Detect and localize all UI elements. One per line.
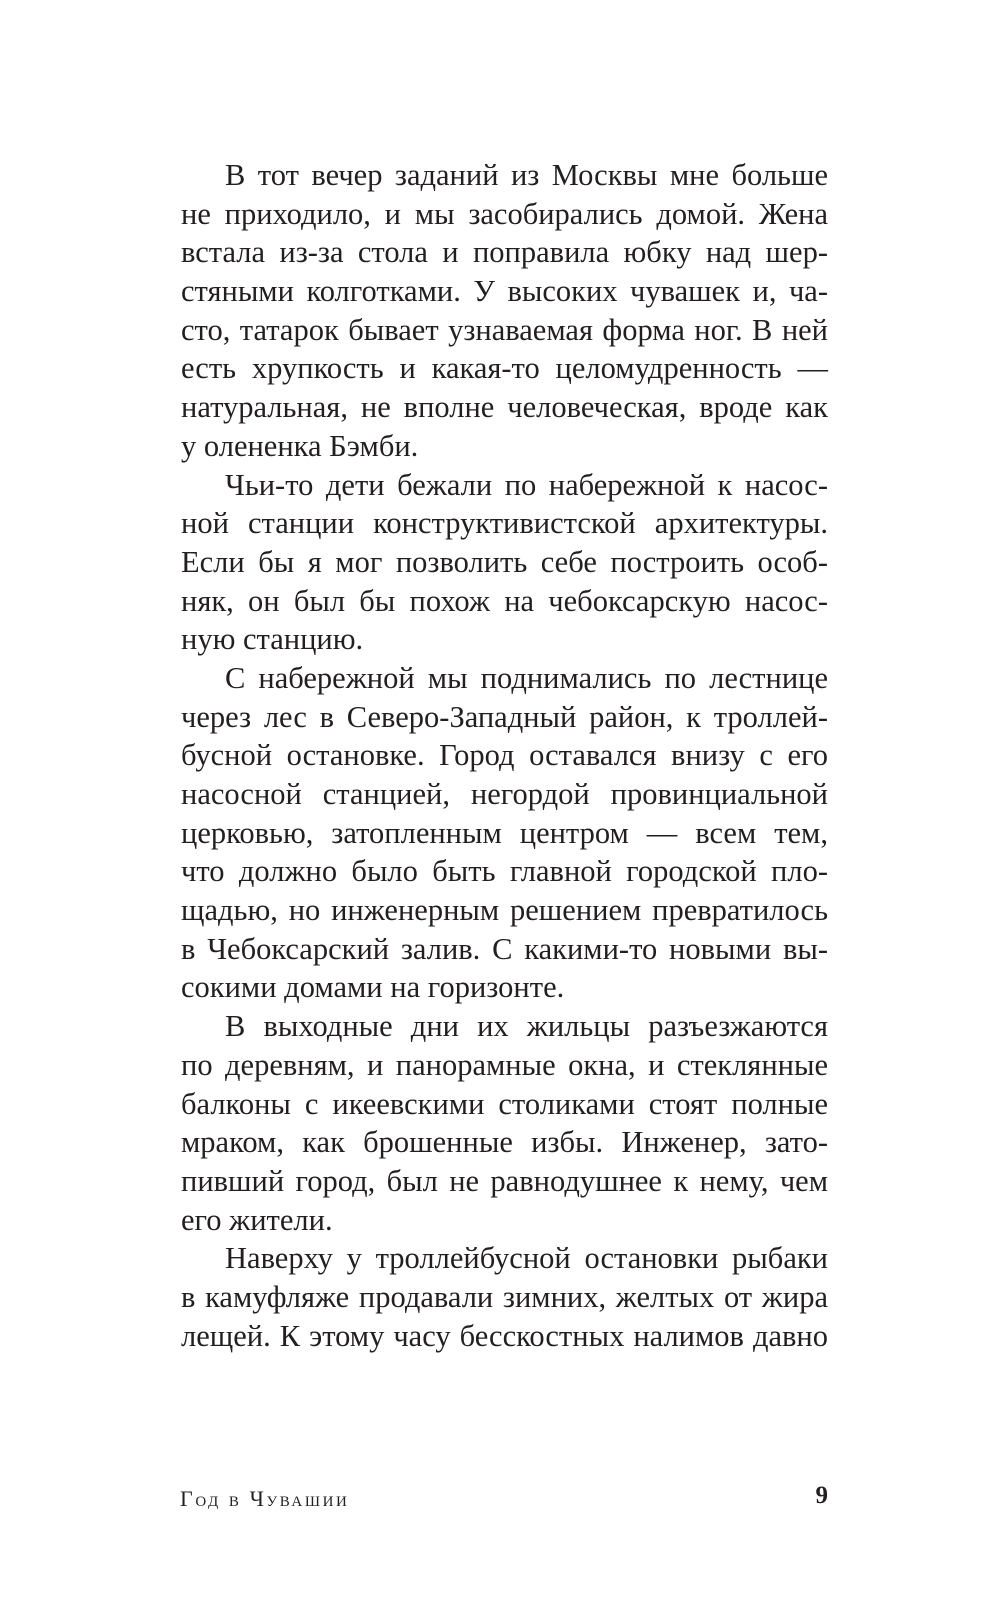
text-line: С набережной мы поднимались по лестнице — [225, 660, 828, 695]
text-line: пивший город, был не равнодушнее к нему, чем — [181, 1163, 828, 1198]
text-line: щадью, но инженерным решением превратилось — [181, 893, 828, 928]
text-line: Чьи-то дети бежали по набережной к насос- — [225, 467, 828, 502]
text-line: няк, он был бы похож на чебоксарскую насос- — [181, 583, 828, 618]
text-line: Наверху у троллейбусной остановки рыбаки — [225, 1241, 828, 1276]
paragraph-1 — [181, 156, 828, 466]
text-line: лещей. К этому часу бесскостных налимов давно — [181, 1318, 828, 1353]
text-line: встала из-за стола и поправила юбку над шер- — [181, 235, 828, 270]
text-line: сто, татарок бывает узнаваемая форма ног. В ней — [181, 312, 828, 347]
text-line: натуральная, не вполне человеческая, вроде как — [181, 390, 828, 425]
text-line: В тот вечер заданий из Москвы мне больше — [225, 158, 828, 192]
text-line: ную станцию. — [181, 622, 364, 657]
text-line: по деревням, и панорамные окна, и стеклянные — [181, 1047, 828, 1082]
paragraph-2 — [181, 466, 828, 659]
text-line: ной станции конструктивистской архитектуры. — [181, 506, 828, 541]
text-line: сокими домами на горизонте. — [181, 970, 565, 1005]
text-line: насосной станцией, негордой провинциальной — [181, 777, 828, 811]
text-line: бусной остановке. Город оставался внизу с его — [181, 738, 828, 773]
paragraph-4 — [181, 1007, 828, 1239]
text-line: стяными колготками. У высоких чувашек и, ча- — [181, 274, 828, 309]
text-line: через лес в Северо-Западный район, к троллей- — [181, 699, 828, 734]
page-number: 9 — [815, 1482, 828, 1509]
running-footer-title: Год в Чувашии — [180, 1486, 350, 1511]
text-line: не приходило, и мы засобирались домой. Жена — [181, 196, 828, 231]
book-page-text — [181, 156, 828, 1355]
text-line: в Чебоксарский залив. С какими-то новыми вы- — [181, 931, 828, 966]
text-line: мраком, как брошенные избы. Инженер, зато- — [181, 1125, 828, 1160]
text-line: что должно было быть главной городской пло- — [181, 854, 828, 889]
text-line: у олененка Бэмби. — [181, 428, 419, 463]
paragraph-3 — [181, 659, 828, 1007]
text-line: В выходные дни их жильцы разъезжаются — [225, 1009, 828, 1044]
text-line: церковью, затопленным центром — всем тем, — [181, 815, 828, 850]
text-line: Если бы я мог позволить себе построить особ- — [181, 544, 828, 579]
text-line: в камуфляже продавали зимних, желтых от жира — [181, 1279, 828, 1314]
text-line: есть хрупкость и какая-то целомудренность — — [181, 351, 828, 386]
paragraph-5 — [181, 1239, 828, 1355]
text-line: его жители. — [181, 1202, 333, 1237]
text-line: балконы с икеевскими столиками стоят полные — [181, 1086, 828, 1121]
